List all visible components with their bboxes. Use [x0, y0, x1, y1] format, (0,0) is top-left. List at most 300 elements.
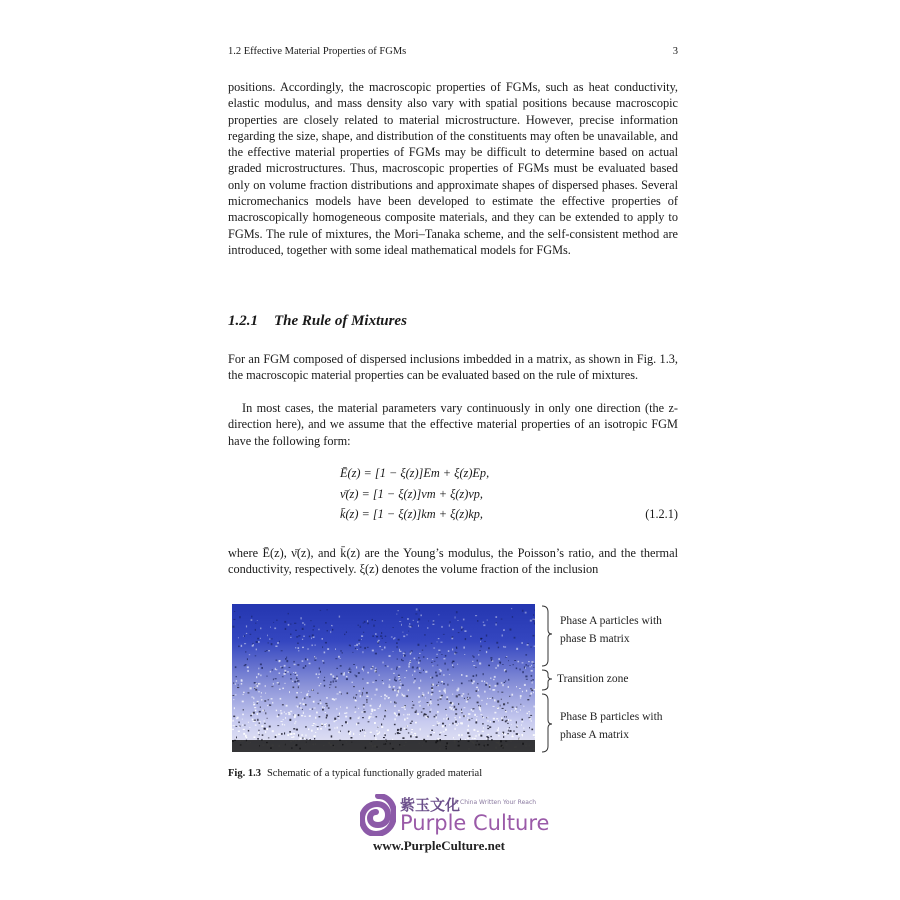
- particle-dot: [370, 732, 372, 733]
- particle-dot: [254, 682, 256, 684]
- particle-dot: [490, 657, 492, 659]
- particle-dot: [293, 687, 295, 689]
- particle-dot: [340, 731, 341, 732]
- particle-dot: [329, 684, 331, 685]
- particle-dot: [522, 734, 523, 736]
- particle-dot: [478, 654, 479, 656]
- particle-dot: [522, 610, 524, 612]
- particle-dot: [236, 726, 238, 727]
- particle-dot: [394, 637, 395, 638]
- particle-dot: [452, 694, 453, 695]
- particle-dot: [267, 676, 268, 677]
- paragraph-2: For an FGM composed of dispersed inclusions imbedded in a matrix, as shown in Fig. 1.3, the macroscopic material properties can be evaluated based on the rule of mixtures.: [228, 352, 678, 383]
- particle-dot: [295, 674, 297, 675]
- particle-dot: [298, 714, 300, 716]
- particle-dot: [444, 663, 445, 665]
- particle-dot: [440, 642, 442, 643]
- particle-dot: [320, 702, 322, 704]
- particle-dot: [260, 707, 261, 708]
- particle-dot: [414, 678, 416, 679]
- particle-dot: [353, 686, 355, 687]
- particle-dot: [407, 725, 408, 727]
- particle-dot: [285, 628, 287, 630]
- particle-dot: [504, 682, 506, 683]
- particle-dot: [266, 650, 268, 651]
- particle-dot: [267, 705, 268, 706]
- particle-dot: [395, 733, 396, 734]
- particle-dot: [235, 694, 237, 695]
- particle-dot: [380, 704, 381, 706]
- particle-dot: [417, 713, 419, 715]
- particle-dot: [256, 676, 257, 678]
- particle-dot: [349, 731, 350, 732]
- particle-dot: [385, 642, 386, 643]
- particle-dot: [233, 626, 235, 628]
- particle-dot: [530, 688, 531, 689]
- particle-dot: [387, 729, 389, 731]
- label-phase-b-region: [560, 708, 663, 744]
- particle-dot: [530, 647, 532, 648]
- particle-dot: [469, 713, 471, 715]
- particle-dot: [375, 653, 377, 655]
- particle-dot: [288, 613, 289, 615]
- particle-dot: [303, 703, 305, 705]
- particle-dot: [294, 714, 296, 716]
- particle-dot: [410, 723, 412, 724]
- particle-dot: [253, 698, 254, 700]
- particle-dot: [502, 719, 504, 721]
- particle-dot: [389, 697, 390, 698]
- particle-dot: [385, 710, 387, 711]
- particle-dot: [245, 651, 246, 652]
- particle-dot: [396, 667, 398, 668]
- particle-dot: [468, 717, 469, 719]
- particle-dot: [456, 647, 457, 649]
- particle-dot: [282, 688, 284, 690]
- particle-dot: [362, 729, 363, 731]
- particle-dot: [257, 685, 259, 687]
- particle-dot: [281, 667, 283, 669]
- particle-dot: [411, 732, 413, 733]
- particle-dot: [426, 717, 428, 718]
- particle-dot: [476, 716, 477, 717]
- particle-dot: [514, 730, 515, 732]
- particle-dot: [437, 738, 439, 739]
- particle-dot: [410, 660, 411, 661]
- particle-dot: [366, 692, 368, 694]
- particle-dot: [446, 699, 448, 700]
- particle-dot: [393, 689, 394, 691]
- particle-dot: [301, 692, 302, 693]
- particle-dot: [314, 660, 316, 661]
- particle-dot: [293, 728, 295, 729]
- particle-dot: [503, 736, 504, 738]
- particle-dot: [448, 669, 449, 671]
- particle-dot: [418, 702, 420, 703]
- particle-dot: [257, 620, 258, 621]
- particle-dot: [238, 731, 240, 732]
- particle-dot: [454, 653, 455, 655]
- particle-dot: [516, 668, 518, 670]
- particle-dot: [277, 682, 279, 683]
- particle-dot: [423, 714, 424, 716]
- particle-dot: [403, 707, 405, 708]
- particle-dot: [524, 706, 525, 707]
- particle-dot: [460, 722, 461, 724]
- watermark-tagline: A China Written Your Reach: [454, 799, 537, 806]
- particle-dot: [363, 632, 364, 633]
- particle-dot: [526, 690, 527, 692]
- particle-dot: [233, 725, 235, 726]
- particle-dot: [346, 707, 348, 709]
- particle-dot: [247, 666, 249, 668]
- particle-dot: [445, 709, 447, 710]
- particle-dot: [286, 657, 287, 659]
- particle-dot: [363, 666, 364, 668]
- particle-dot: [275, 736, 277, 738]
- particle-dot: [415, 722, 417, 724]
- particle-dot: [514, 710, 515, 711]
- particle-dot: [483, 622, 484, 623]
- particle-dot: [524, 666, 525, 668]
- particle-dot: [458, 632, 460, 633]
- particle-dot: [394, 718, 395, 720]
- particle-dot: [366, 699, 367, 701]
- particle-dot: [268, 699, 269, 700]
- particle-dot: [439, 734, 440, 735]
- particle-dot: [447, 717, 448, 719]
- particle-dot: [382, 638, 383, 639]
- particle-dot: [483, 624, 485, 626]
- particle-dot: [443, 674, 444, 675]
- particle-dot: [238, 646, 240, 648]
- particle-dot: [319, 716, 321, 717]
- particle-dot: [449, 625, 450, 627]
- particle-dot: [315, 645, 316, 646]
- particle-dot: [421, 712, 423, 713]
- particle-dot: [372, 619, 374, 621]
- particle-dot: [455, 719, 456, 720]
- particle-dot: [336, 677, 338, 679]
- particle-dot: [494, 676, 496, 678]
- particle-dot: [282, 676, 284, 677]
- particle-dot: [487, 721, 489, 722]
- particle-dot: [350, 670, 351, 671]
- particle-dot: [275, 646, 277, 648]
- particle-dot: [462, 628, 463, 629]
- particle-dot: [533, 614, 534, 616]
- particle-dot: [494, 712, 496, 714]
- particle-dot: [419, 687, 420, 688]
- particle-dot: [396, 695, 397, 696]
- particle-dot: [303, 737, 304, 739]
- particle-dot: [383, 683, 385, 685]
- particle-dot: [319, 685, 320, 686]
- particle-dot: [302, 628, 304, 630]
- particle-dot: [237, 687, 239, 688]
- particle-dot: [324, 707, 325, 708]
- particle-dot: [355, 648, 356, 649]
- particle-dot: [356, 675, 358, 677]
- particle-dot: [322, 706, 324, 707]
- particle-dot: [364, 711, 366, 713]
- particle-dot: [431, 730, 433, 731]
- particle-dot: [438, 704, 440, 706]
- particle-dot: [484, 641, 486, 642]
- particle-dot: [352, 652, 353, 653]
- particle-dot: [391, 669, 393, 670]
- particle-dot: [324, 677, 325, 678]
- particle-dot: [507, 728, 508, 729]
- particle-dot: [325, 703, 327, 704]
- equation-thermal-conductivity: k̄(z) = [1 − ξ(z)]km + ξ(z)kp,: [340, 507, 483, 521]
- particle-dot: [389, 686, 391, 688]
- particle-dot: [524, 684, 526, 686]
- particle-dot: [243, 729, 245, 730]
- particle-dot: [303, 712, 304, 714]
- particle-dot: [394, 705, 396, 707]
- particle-dot: [276, 660, 278, 661]
- particle-dot: [256, 649, 257, 651]
- particle-dot: [253, 736, 255, 738]
- particle-dot: [482, 723, 483, 725]
- figure-caption-text: Schematic of a typical functionally graded material: [266, 768, 483, 779]
- particle-dot: [332, 675, 334, 677]
- particle-dot: [511, 694, 513, 696]
- particle-dot: [233, 699, 234, 700]
- particle-dot: [242, 719, 243, 720]
- particle-dot: [235, 683, 236, 685]
- particle-dot: [389, 679, 391, 680]
- particle-dot: [340, 658, 341, 659]
- particle-dot: [305, 665, 306, 667]
- particle-dot: [461, 734, 462, 736]
- particle-dot: [361, 712, 363, 713]
- section-title: The Rule of Mixtures: [274, 313, 407, 329]
- particle-dot: [307, 649, 309, 650]
- particle-dot: [261, 699, 262, 700]
- particle-dot: [311, 730, 313, 732]
- particle-dot: [400, 729, 402, 731]
- particle-dot: [504, 734, 506, 736]
- particle-dot: [425, 715, 427, 716]
- particle-dot: [403, 636, 405, 638]
- particle-dot: [318, 674, 319, 675]
- particle-dot: [270, 627, 271, 628]
- particle-dot: [318, 629, 319, 631]
- particle-dot: [442, 681, 443, 682]
- particle-dot: [315, 717, 316, 719]
- particle-dot: [453, 667, 455, 668]
- particle-dot: [533, 734, 535, 736]
- section-heading: [228, 313, 678, 330]
- intro-paragraph: positions. Accordingly, the macroscopic properties of FGMs, such as heat conductivity, elastic modulus, and mass density also vary with spatial positions because macroscopic properties are closely related to material microstructure. However, precise information regarding the size, shape, and distribution of the constituents may often be unavailable, and the effective material properties of FGMs may be difficult to determine based on actual graded microstructures. Thus, macroscopic properties of FGMs must be evaluated based only on volume fraction distributions and approximate shapes of dispersed phases. Several micromechanics models have been developed to estimate the effective properties of macroscopically homogeneous composite materials, and they can be extended to apply to FGMs. The rule of mixtures, the Mori–Tanaka scheme, and the self-consistent method are introduced, together with some ideal mathematical models for FGMs.: [228, 80, 678, 257]
- particle-dot: [249, 654, 250, 655]
- particle-dot: [284, 673, 286, 675]
- particle-dot: [509, 727, 510, 728]
- particle-dot: [414, 671, 416, 673]
- particle-dot: [403, 714, 404, 715]
- particle-dot: [251, 619, 253, 621]
- particle-dot: [468, 694, 469, 695]
- particle-dot: [353, 733, 354, 735]
- particle-dot: [419, 705, 420, 707]
- particle-dot: [355, 712, 356, 713]
- particle-dot: [295, 672, 297, 674]
- particle-dot: [525, 676, 527, 678]
- particle-dot: [508, 686, 509, 688]
- particle-dot: [458, 703, 459, 705]
- particle-dot: [349, 668, 351, 669]
- particle-dot: [349, 733, 351, 735]
- particle-dot: [520, 695, 522, 697]
- particle-dot: [325, 726, 326, 728]
- label-phase-b-line2: phase A matrix: [560, 729, 629, 741]
- particle-dot: [477, 702, 479, 704]
- particle-dot: [359, 690, 361, 692]
- particle-dot: [492, 697, 493, 698]
- particle-dot: [465, 715, 466, 717]
- particle-dot: [416, 736, 418, 738]
- particle-dot: [430, 734, 432, 735]
- particle-dot: [527, 713, 529, 714]
- particle-dot: [372, 635, 374, 637]
- particle-dot: [363, 651, 364, 653]
- particle-dot: [443, 658, 445, 659]
- fgm-gradient-illustration: [232, 604, 535, 752]
- particle-dot: [254, 687, 256, 688]
- particle-dot: [335, 681, 337, 682]
- particle-dot: [497, 665, 499, 667]
- particle-dot: [374, 722, 376, 724]
- particle-dot: [454, 717, 456, 718]
- particle-dot: [243, 692, 245, 693]
- particle-dot: [395, 703, 397, 704]
- particle-dot: [530, 693, 532, 695]
- particle-dot: [456, 652, 457, 653]
- particle-dot: [369, 716, 370, 718]
- particle-dot: [442, 723, 444, 725]
- particle-dot: [290, 637, 291, 638]
- particle-dot: [239, 616, 241, 618]
- particle-dot: [334, 718, 336, 720]
- particle-dot: [335, 648, 336, 650]
- running-header-section: 1.2 Effective Material Properties of FGMs: [228, 46, 407, 57]
- particle-dot: [458, 734, 460, 736]
- particle-dot: [257, 713, 259, 715]
- particle-dot: [435, 672, 437, 674]
- particle-dot: [336, 676, 337, 678]
- particle-dot: [288, 713, 290, 715]
- particle-dot: [482, 717, 484, 718]
- particle-dot: [284, 711, 285, 713]
- particle-dot: [530, 715, 532, 716]
- particle-dot: [483, 727, 484, 728]
- particle-dot: [313, 626, 315, 628]
- particle-dot: [324, 724, 326, 725]
- particle-dot: [296, 697, 298, 699]
- particle-dot: [256, 641, 258, 643]
- particle-dot: [372, 709, 374, 711]
- particle-dot: [288, 712, 290, 713]
- particle-dot: [500, 705, 501, 707]
- particle-dot: [443, 683, 445, 684]
- particle-dot: [315, 658, 317, 659]
- particle-dot: [276, 710, 277, 712]
- particle-dot: [418, 662, 420, 664]
- particle-dot: [285, 683, 286, 684]
- particle-dot: [363, 669, 364, 671]
- particle-dot: [470, 697, 471, 699]
- particle-dot: [481, 638, 483, 639]
- particle-dot: [472, 711, 474, 712]
- particle-dot: [294, 681, 296, 683]
- particle-dot: [291, 737, 293, 738]
- particle-dot: [396, 668, 397, 670]
- particle-dot: [393, 673, 395, 674]
- particle-dot: [492, 689, 494, 691]
- particle-dot: [429, 711, 431, 712]
- particle-dot: [245, 664, 247, 665]
- particle-dot: [530, 620, 532, 622]
- particle-dot: [289, 667, 291, 668]
- particle-dot: [316, 712, 318, 714]
- particle-dot: [404, 677, 406, 678]
- particle-dot: [400, 728, 402, 729]
- particle-dot: [243, 694, 244, 695]
- particle-dot: [408, 626, 409, 627]
- particle-dot: [439, 690, 441, 692]
- particle-dot: [332, 625, 333, 626]
- particle-dot: [472, 682, 474, 684]
- particle-dot: [415, 711, 417, 713]
- particle-dot: [473, 675, 475, 677]
- particle-dot: [336, 708, 337, 709]
- particle-dot: [260, 675, 261, 677]
- particle-dot: [503, 629, 505, 631]
- particle-dot: [381, 724, 382, 726]
- particle-dot: [236, 680, 237, 681]
- particle-dot: [273, 622, 274, 623]
- particle-dot: [297, 664, 299, 666]
- particle-dot: [279, 673, 281, 674]
- particle-dot: [466, 699, 467, 700]
- particle-dot: [293, 715, 294, 716]
- particle-dot: [531, 661, 533, 663]
- particle-dot: [330, 674, 332, 676]
- particle-dot: [431, 694, 433, 696]
- section-number: 1.2.1: [228, 313, 258, 329]
- particle-dot: [434, 661, 436, 662]
- particle-dot: [374, 695, 376, 696]
- particle-dot: [414, 658, 416, 660]
- particle-dot: [302, 709, 303, 710]
- particle-dot: [385, 665, 387, 666]
- particle-dot: [431, 689, 433, 691]
- particle-dot: [260, 664, 262, 666]
- particle-dot: [292, 681, 293, 682]
- particle-dot: [472, 661, 473, 662]
- particle-dot: [487, 698, 488, 699]
- particle-dot: [523, 728, 524, 729]
- particle-dot: [420, 680, 421, 682]
- particle-dot: [363, 704, 365, 705]
- particle-dot: [507, 733, 509, 734]
- particle-dot: [317, 728, 319, 730]
- particle-dot: [414, 680, 415, 682]
- particle-dot: [463, 693, 465, 694]
- particle-dot: [358, 672, 359, 673]
